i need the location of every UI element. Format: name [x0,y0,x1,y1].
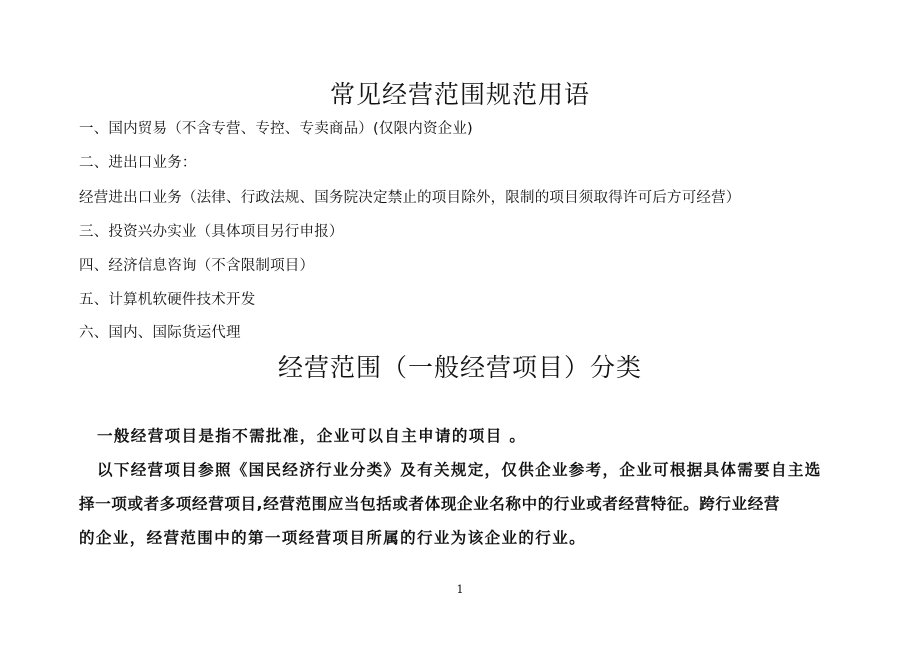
paragraph-line: 以下经营项目参照《国民经济行业分类》及有关规定，仅供企业参考，企业可根据具体需要自主选 [97,461,822,479]
section-title: 经营范围（一般经营项目）分类 [277,353,642,382]
paragraph-line: 择一项或者多项经营项目,经营范围应当包括或者体现企业名称中的行业或者经营特征。跨行业经营 [79,495,780,513]
list-item-freight: 六、国内、国际货运代理 [79,325,241,341]
page-number: 1 [456,583,464,596]
list-item-investment: 三、投资兴办实业（具体项目另行申报） [79,224,344,240]
list-item-software-dev: 五、计算机软硬件技术开发 [79,292,256,308]
list-item-import-export-detail: 经营进出口业务（法律、行政法规、国务院决定禁止的项目除外，限制的项目须取得许可后方可经营） [79,190,741,206]
main-title: 常见经营范围规范用语 [329,80,590,109]
list-item-consulting: 四、经济信息咨询（不含限制项目） [79,258,315,274]
list-item-import-export: 二、进出口业务： [79,155,197,171]
paragraph-line: 的企业，经营范围中的第一项经营项目所属的行业为该企业的行业。 [79,529,587,547]
paragraph-line: 一般经营项目是指不需批准，企业可以自主申请的项目 。 [97,427,527,445]
list-item-domestic-trade: 一、国内贸易（不含专营、专控、专卖商品）(仅限内资企业) [79,121,473,137]
